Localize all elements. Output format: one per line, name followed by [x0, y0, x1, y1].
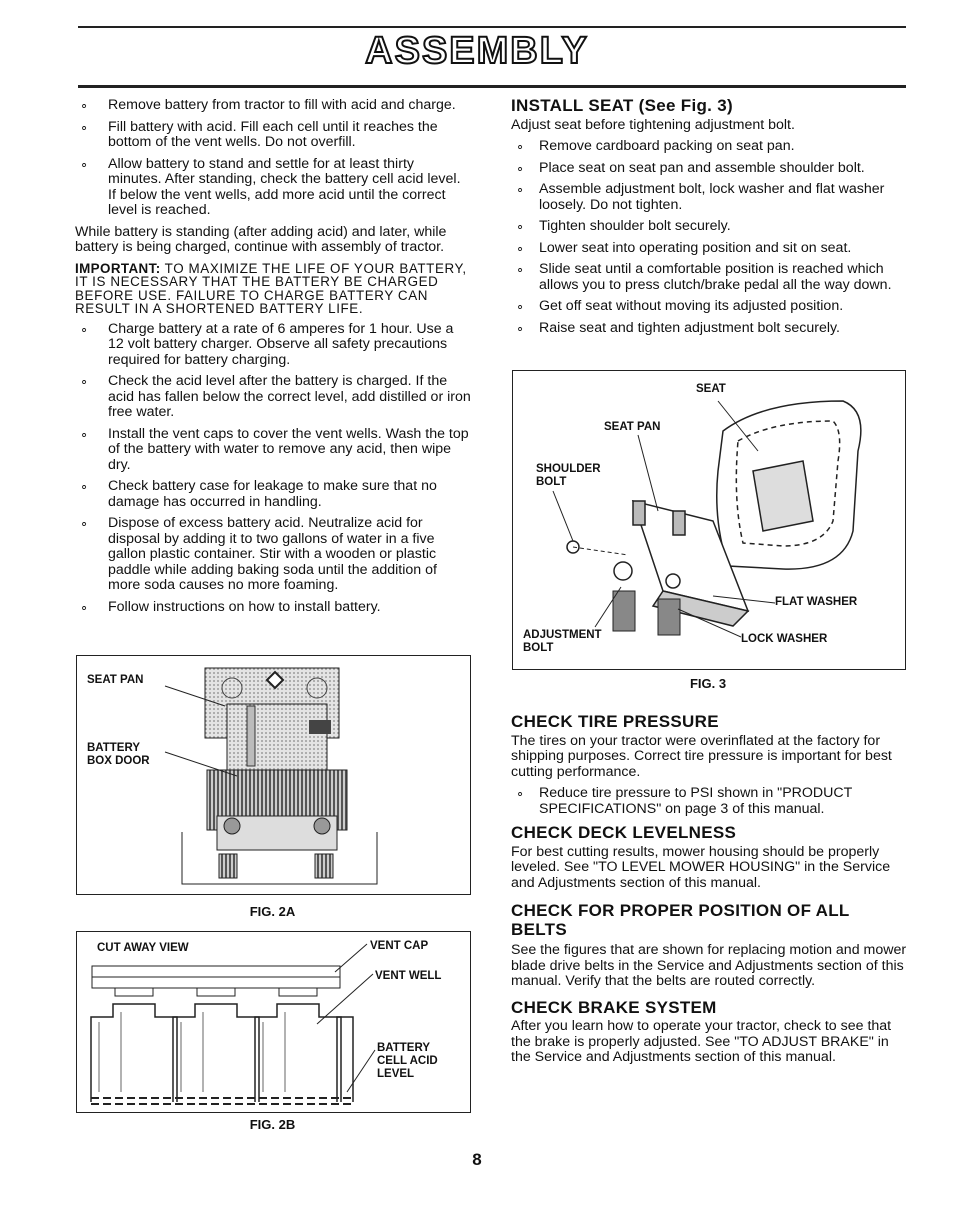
brake-system-heading: CHECK BRAKE SYSTEM — [511, 997, 717, 1017]
list-item: ∘ Follow instructions on how to install battery. — [75, 600, 471, 616]
label-seat-pan: SEAT PAN — [87, 674, 144, 686]
label-vent-well: VENT WELL — [375, 970, 442, 982]
list-item: ∘ Check battery case for leakage to make sure that no damage has occurred in handling. — [75, 479, 471, 510]
important-note — [75, 262, 471, 316]
label-vent-cap: VENT CAP — [370, 940, 429, 952]
label-adjustment-bolt: ADJUSTMENT BOLT — [523, 629, 602, 654]
list-item: ∘ Assemble adjustment bolt, lock washer and flat washer loosely. Do not tighten. — [511, 182, 907, 213]
deck-levelness-heading: CHECK DECK LEVELNESS — [511, 823, 737, 842]
install-seat-heading: INSTALL SEAT (See Fig. 3) — [511, 96, 733, 115]
important-text: TO MAXIMIZE THE LIFE OF YOUR BATTERY, IT IS NECESSARY THAT THE BATTERY BE CHARGED BEFORE USE. FAILURE TO CHARGE BATTERY CAN RESULT IN A SHORTENED BATTERY LIFE. — [75, 260, 467, 317]
tire-pressure-heading: CHECK TIRE PRESSURE — [511, 712, 719, 731]
label-flat-washer: FLAT WASHER — [775, 596, 858, 608]
list-item: ∘ Raise seat and tighten adjustment bolt securely. — [511, 321, 907, 337]
list-item: ∘ Allow battery to stand and settle for at least thirty minutes. After standing, check the battery cell acid level. If below the vent wells, add more acid until the correct level is reached. — [75, 157, 471, 219]
label-seat-pan: SEAT PAN — [604, 421, 661, 433]
seat-assembly-illustration — [513, 371, 905, 669]
list-item: ∘ Slide seat until a comfortable position is reached which allows you to press clutch/brake pedal all the way down. — [511, 262, 907, 293]
list-item: ∘ Install the vent caps to cover the vent wells. Wash the top of the battery with water to remove any acid, then wipe dry. — [75, 427, 471, 474]
label-shoulder-bolt: SHOULDER BOLT — [536, 463, 601, 488]
tire-pressure-text: The tires on your tractor were overinflated at the factory for shipping purposes. Correct tire pressure is important for best cutting performance. — [511, 732, 892, 780]
label-battery-cell-acid-level: BATTERY CELL ACID LEVEL — [377, 1042, 438, 1080]
battery-fill-list — [75, 98, 471, 219]
figure-3-caption: FIG. 3 — [689, 676, 727, 691]
label-cut-away-view: CUT AWAY VIEW — [97, 942, 189, 954]
list-item: ∘ Fill battery with acid. Fill each cell until it reaches the bottom of the vent wells. Do not overfill. — [75, 120, 471, 151]
list-item: ∘ Check the acid level after the battery is charged. If the acid has fallen below the correct level, add distilled or iron free water. — [75, 374, 471, 421]
list-item: ∘ Remove cardboard packing on seat pan. — [511, 139, 907, 155]
list-item: ∘ Remove battery from tractor to fill with acid and charge. — [75, 98, 471, 114]
install-seat-section — [511, 98, 907, 342]
top-rule — [78, 26, 906, 28]
page-number: 8 — [472, 1150, 482, 1169]
battery-cutaway-illustration — [77, 932, 470, 1112]
install-seat-intro: Adjust seat before tightening adjustment bolt. — [511, 116, 795, 133]
page-title: ASSEMBLY — [365, 30, 589, 72]
title-rule — [78, 85, 906, 88]
figure-2b-caption: FIG. 2B — [249, 1117, 296, 1132]
figure-2a-caption: FIG. 2A — [249, 904, 296, 919]
list-item: ∘ Lower seat into operating position and sit on seat. — [511, 241, 907, 257]
figure-2b — [76, 931, 471, 1113]
label-battery-box-door: BATTERY BOX DOOR — [87, 742, 150, 767]
tire-pressure-list — [511, 786, 907, 817]
label-seat: SEAT — [696, 383, 726, 395]
belts-heading: CHECK FOR PROPER POSITION OF ALL BELTS — [511, 901, 850, 939]
brake-system-text: After you learn how to operate your tractor, check to see that the brake is properly adjusted. See "TO ADJUST BRAKE" in the Service and Adjustments section of this manual. — [511, 1018, 892, 1065]
list-item: ∘ Place seat on seat pan and assemble shoulder bolt. — [511, 161, 907, 177]
figure-2a — [76, 655, 471, 895]
install-seat-list — [511, 139, 907, 336]
list-item: ∘ Tighten shoulder bolt securely. — [511, 219, 907, 235]
left-column — [75, 98, 471, 621]
label-lock-washer: LOCK WASHER — [741, 633, 828, 645]
battery-box-illustration — [77, 656, 470, 894]
battery-charge-list — [75, 322, 471, 616]
deck-levelness-text: For best cutting results, mower housing should be properly leveled. See "TO LEVEL MOWER HOUSING" in the Service and Adjustments section of this manual. — [511, 843, 891, 891]
important-label: IMPORTANT: — [75, 260, 161, 276]
list-item: ∘ Get off seat without moving its adjusted position. — [511, 299, 907, 315]
belts-text: See the figures that are shown for replacing motion and mower blade drive belts in the Service and Adjustments section of this manual. Verify that the belts are routed correctly. — [511, 942, 907, 989]
list-item: ∘ Dispose of excess battery acid. Neutralize acid for disposal by adding it to two gallons of water in a five gallon plastic container. Stir with a wooden or plastic paddle while adding baking soda until the addition of more soda causes no more foaming. — [75, 516, 471, 594]
figure-3 — [512, 370, 906, 670]
list-item: ∘ Charge battery at a rate of 6 amperes for 1 hour. Use a 12 volt battery charger. Observe all safety precautions required for battery charging. — [75, 322, 471, 369]
paragraph: While battery is standing (after adding acid) and later, while battery is being charged, continue with assembly of tractor. — [75, 223, 447, 255]
list-item: ∘ Reduce tire pressure to PSI shown in "PRODUCT SPECIFICATIONS" on page 3 of this manual. — [511, 786, 907, 817]
check-sections — [511, 714, 907, 1072]
